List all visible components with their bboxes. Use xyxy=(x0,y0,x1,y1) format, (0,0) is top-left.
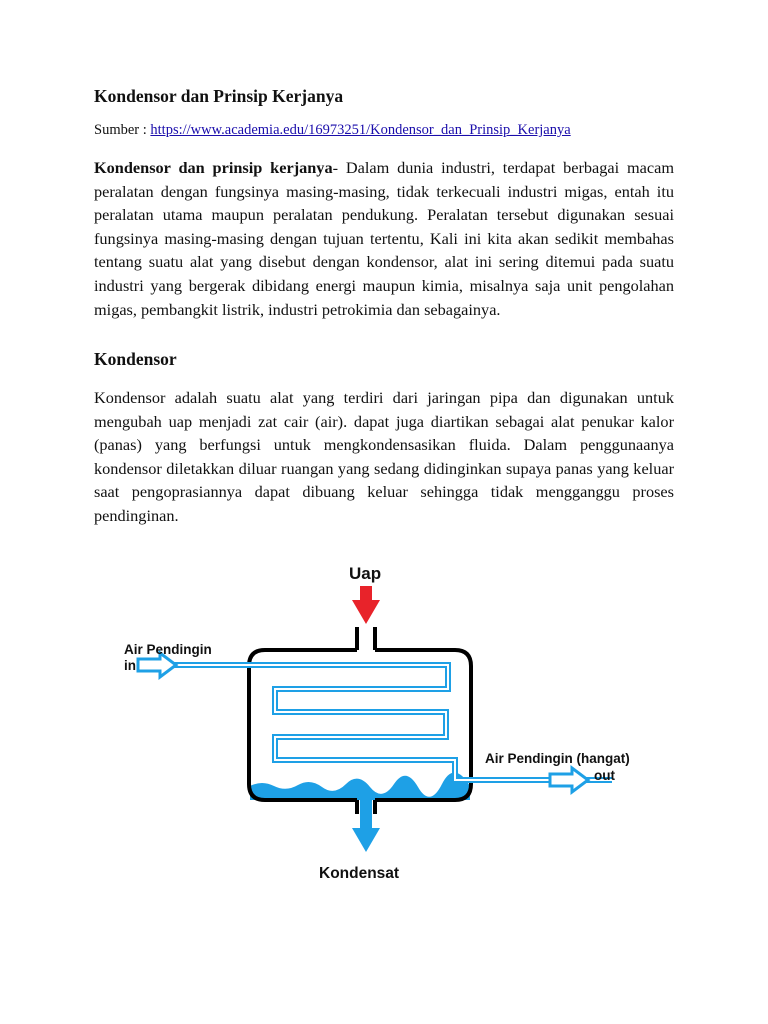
coolant-out-arrow-icon xyxy=(550,768,588,792)
intro-lead: Kondensor dan prinsip kerjanya xyxy=(94,158,333,177)
intro-text: - Dalam dunia industri, terdapat berbagai macam peralatan dengan fungsinya masing-masing, tidak terkecuali industri migas, entah itu peralatan utama maupun peralatan pendukung. Peralatan tersebut digunakan sesuai fungsinya masing-masing dengan tujuan tertentu, Kali ini kita akan sedikit membahas tentang suatu alat yang disebut dengan kondensor, alat ini sering ditemui pada suatu industri yang bergerak dibidang energi maupun kimia, misalnya saja unit pengolahan migas, pembangkit listrik, industri petrokimia dan sebagainya. xyxy=(94,158,674,319)
section-paragraph: Kondensor adalah suatu alat yang terdiri dari jaringan pipa dan digunakan untuk mengubah uap menjadi zat cair (air). dapat juga diartikan sebagai alat penukar kalor (panas) yang berfungsi untuk mengkondensasikan fluida. Dalam penggunaanya kondensor diletakkan diluar ruangan yang sedang didinginkan supaya panas yang keluar saat pengoprasiannya dapat dibuang keluar sehingga tidak mengganggu proses pendinginan. xyxy=(94,388,674,525)
condenser-vessel xyxy=(249,650,471,800)
condenser-diagram xyxy=(0,540,768,900)
label-coolant-in-line1: Air Pendingin xyxy=(124,642,212,657)
source-line xyxy=(94,122,571,139)
steam-inlet-nozzle xyxy=(357,627,375,650)
page-title: Kondensor dan Prinsip Kerjanya xyxy=(94,86,344,106)
label-steam: Uap xyxy=(349,564,382,583)
intro-paragraph xyxy=(94,156,674,321)
steam-arrow-icon xyxy=(352,586,380,624)
section-heading: Kondensor xyxy=(94,349,177,369)
label-coolant-in-line2: in xyxy=(124,658,136,673)
label-condensate: Kondensat xyxy=(319,865,400,882)
label-coolant-out-line1: Air Pendingin (hangat) xyxy=(485,751,630,766)
condensate-water-layer xyxy=(250,772,470,800)
source-link[interactable]: https://www.academia.edu/16973251/Kondensor_dan_Prinsip_Kerjanya xyxy=(150,122,571,138)
label-coolant-out-line2: out xyxy=(594,768,615,783)
source-label: Sumber : xyxy=(94,122,151,138)
